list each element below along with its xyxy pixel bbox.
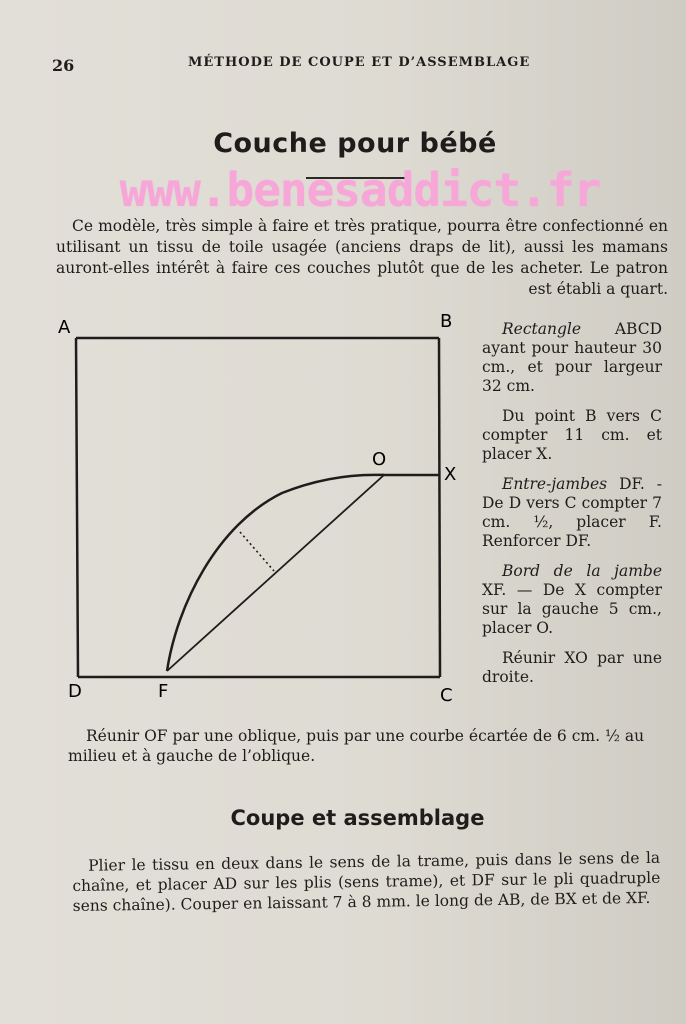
label-b: B [440,311,453,332]
intro-paragraph [56,216,668,300]
note-reunir-xo: Réunir XO par une droite. [482,649,662,686]
label-c: C [440,685,453,706]
offset-dots [240,532,274,571]
section-subtitle: Coupe et assemblage [230,806,485,830]
running-title: MÉTHODE DE COUPE ET D’ASSEMBLAGE [188,55,531,70]
intro-text: Ce modèle, très simple à faire et très pratique, pourra être confectionné en utilisant un tissu de toile usagée (anciens draps de lit), aussi les mamans auront-elles intérêt à faire ces couches plutôt que de les acheter. Le patron est établi a quart. [56,217,668,298]
edge-bc [439,338,440,677]
after-diagram-paragraph: Réunir OF par une oblique, puis par une courbe écartée de 6 cm. ½ au milieu et à gauche de l’oblique. [68,727,645,765]
side-notes [482,320,662,698]
note-entrejambes: Entre-jambes DF. - De D vers C compter 7 cm. ½, placer F. Renforcer DF. [482,475,662,550]
note-bord-jambe: Bord de la jambe XF. — De X compter sur la gauche 5 cm., placer O. [482,562,662,637]
note-point-x: Du point B vers C compter 11 cm. et placer X. [482,407,662,463]
label-o: O [372,449,387,470]
label-a: A [58,317,71,338]
label-f: F [158,681,169,702]
pattern-diagram [52,305,472,715]
page-number: 26 [52,56,75,75]
coupe-paragraph: Plier le tissu en deux dans le sens de la trame, puis dans le sens de la chaîne, et placer AD sur les plis (sens trame), et DF sur le pli quadruple sens chaîne). Couper en laissant 7 à 8 mm. le long de AB, de BX et de XF. [72,848,661,915]
page-title: Couche pour bébé [213,128,497,159]
label-d: D [68,681,82,702]
watermark: www.benesaddict.fr [119,163,601,217]
edge-ad [76,338,78,677]
label-x: X [444,464,457,485]
note-rectangle: Rectangle ABCD ayant pour hauteur 30 cm., et pour largeur 32 cm. [482,320,662,395]
oblique-of [167,475,384,671]
